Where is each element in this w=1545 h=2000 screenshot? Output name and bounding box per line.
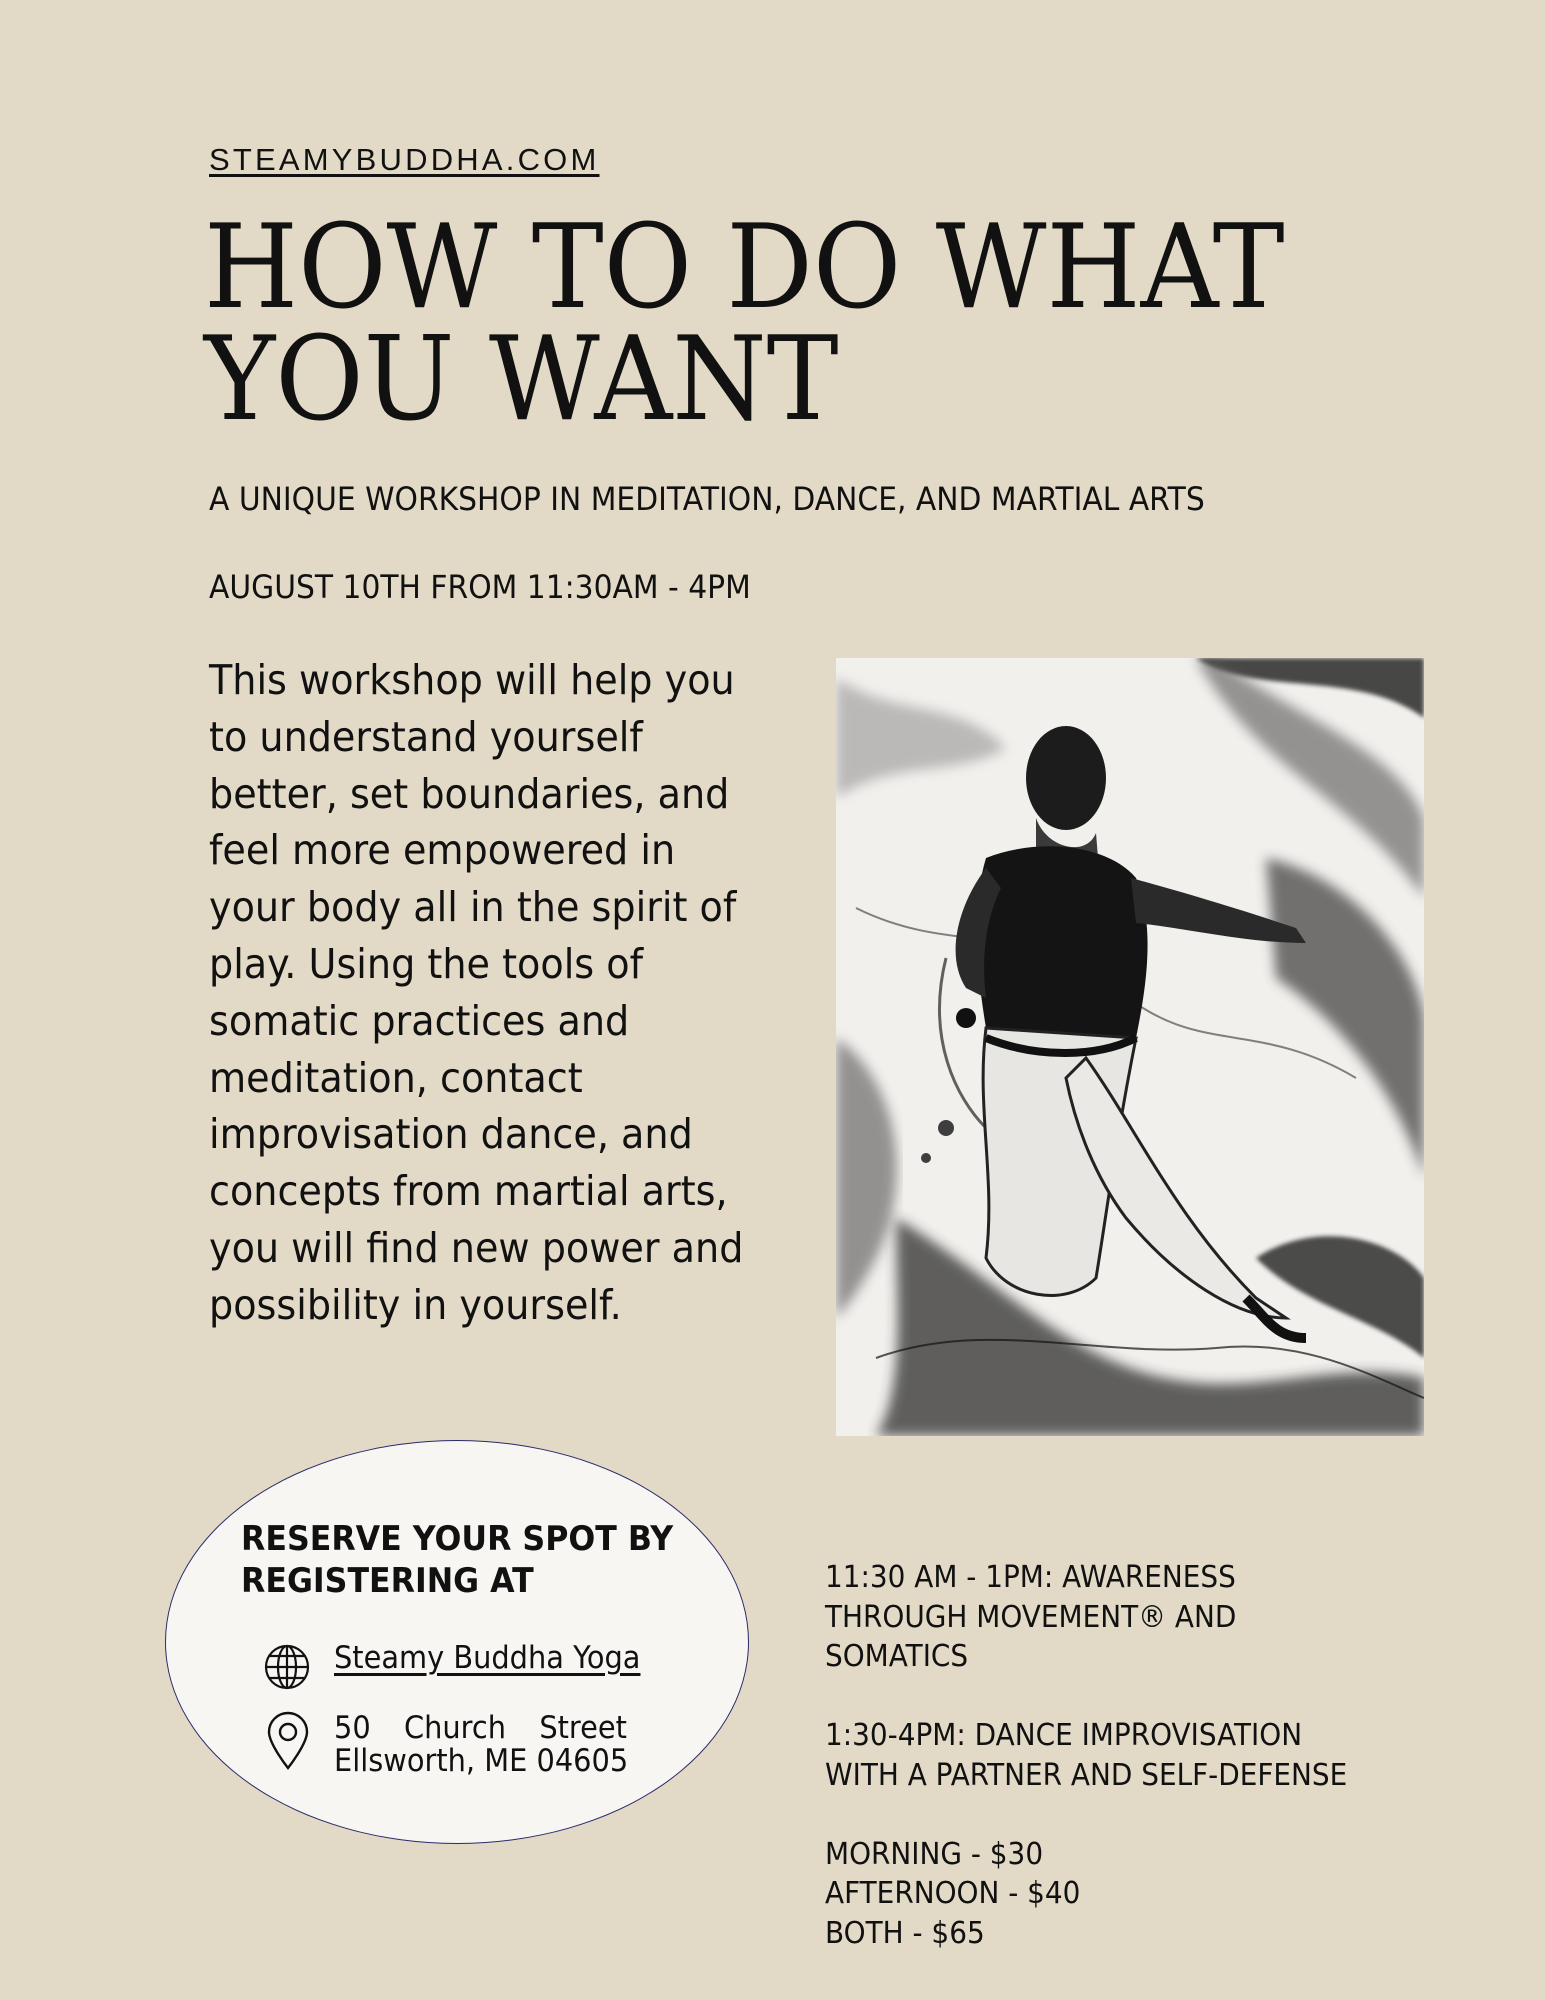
workshop-subtitle: A UNIQUE WORKSHOP IN MEDITATION, DANCE, AND MARTIAL ARTS (209, 480, 1205, 518)
venue-address (334, 1710, 629, 1779)
page-title (204, 200, 1320, 447)
session-afternoon (825, 1716, 1402, 1795)
session-morning (825, 1558, 1402, 1677)
reserve-heading (241, 1518, 687, 1602)
session-afternoon-line: 1:30-4PM: DANCE IMPROVISATION (825, 1718, 1303, 1753)
workshop-date: AUGUST 10TH FROM 11:30AM - 4PM (209, 568, 751, 606)
session-afternoon-line: WITH A PARTNER AND SELF-DEFENSE (825, 1757, 1348, 1793)
price-morning: MORNING - $30 (825, 1836, 1044, 1872)
title-line-1: HOW TO DO WHAT (204, 200, 1285, 335)
price-list (825, 1835, 1402, 1954)
session-morning-line: THROUGH MOVEMENT® AND (825, 1599, 1237, 1635)
reserve-heading-line-2: REGISTERING AT (241, 1561, 534, 1601)
address-number: 50 (334, 1710, 371, 1746)
title-line-2: YOU WANT (204, 312, 839, 447)
workshop-description: This workshop will help you to understand yourself better, set boundaries, and feel more empowered in your body all in the spirit of play. Using the tools of somatic practices and meditation, contact improvisation dance, and concepts from martial arts, you will find new power and possibility in yourself. (209, 656, 744, 1329)
address-street-line (334, 1712, 627, 1745)
globe-icon (262, 1642, 312, 1692)
address-street-name: Church (403, 1710, 507, 1746)
schedule-and-prices (825, 1558, 1402, 1993)
map-pin-icon (266, 1711, 310, 1771)
ink-illustration-svg (836, 658, 1424, 1436)
site-url-link[interactable]: STEAMYBUDDHA.COM (209, 142, 600, 177)
reserve-heading-line-1: RESERVE YOUR SPOT BY (241, 1519, 674, 1559)
price-afternoon: AFTERNOON - $40 (825, 1876, 1081, 1911)
website-link[interactable]: Steamy Buddha Yoga (334, 1640, 641, 1676)
session-morning-line: SOMATICS (825, 1639, 969, 1674)
price-both: BOTH - $65 (825, 1915, 985, 1951)
session-morning-line: 11:30 AM - 1PM: AWARENESS (825, 1560, 1236, 1595)
address-street-type: Street (539, 1710, 627, 1746)
address-city-line: Ellsworth, ME 04605 (334, 1743, 629, 1779)
martial-artist-ink-illustration (836, 658, 1424, 1436)
